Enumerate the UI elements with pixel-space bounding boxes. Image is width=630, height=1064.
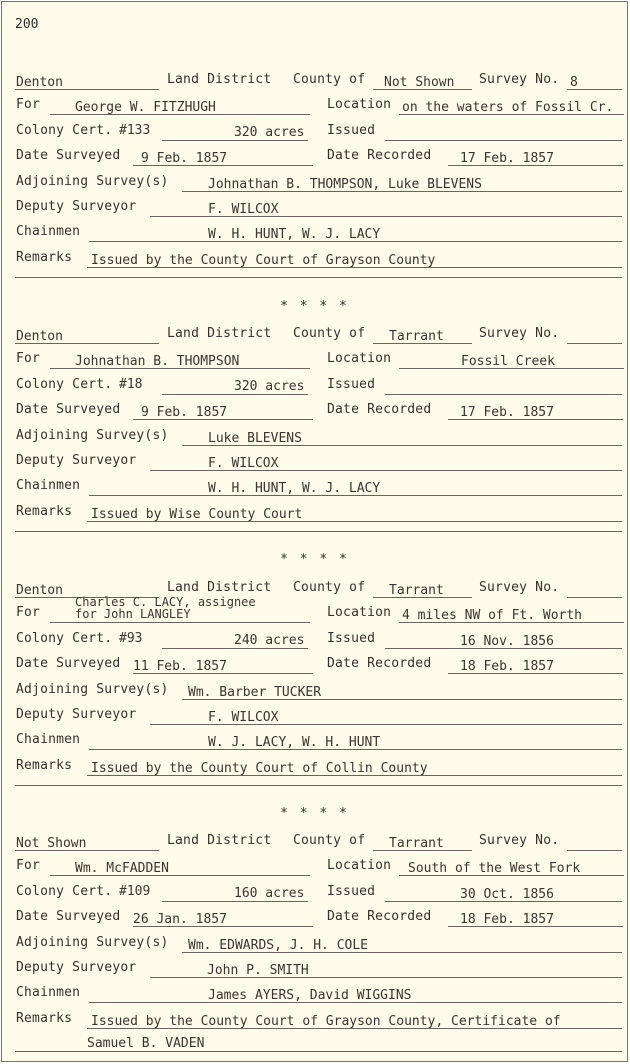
field-label-survey_no: Survey No. [479, 326, 560, 341]
deputy-surveyor-value: F. WILCOX [208, 456, 279, 471]
survey-number-value: 8 [570, 75, 578, 90]
remarks-value: Issued by the County Court of Grayson County, Certificate of [91, 1013, 561, 1029]
field-label-issued: Issued [327, 883, 376, 899]
location-line [399, 875, 624, 876]
field-label-chainmen: Chainmen [16, 224, 81, 240]
survey-number-line [567, 850, 622, 851]
record-separator: * * * * [280, 806, 349, 821]
acreage-line [162, 648, 308, 649]
certificate-number-value: #133 [119, 122, 151, 138]
county-line [373, 850, 472, 851]
county-line [373, 597, 472, 598]
remarks-value: Issued by Wise County Court [91, 506, 303, 522]
acreage-line [162, 901, 308, 902]
certificate-number-value: #93 [119, 630, 143, 646]
district-line [15, 89, 159, 90]
issued-line [385, 901, 622, 902]
field-label-chainmen: Chainmen [16, 732, 81, 748]
county-value: Tarrant [389, 329, 444, 344]
acreage-value: 320 acres [234, 124, 305, 140]
field-label-land_district: Land District [167, 326, 272, 341]
date-surveyed-line [133, 673, 313, 674]
field-label-adjoining: Adjoining Survey(s) [16, 173, 169, 189]
adjoining-line [182, 699, 622, 700]
document-page [1, 1, 628, 1062]
date-recorded-line [448, 419, 623, 420]
adjoining-line [182, 952, 622, 953]
field-label-county_of: County of [293, 72, 366, 87]
field-label-adjoining: Adjoining Survey(s) [16, 427, 169, 443]
deputy-surveyor-value: F. WILCOX [208, 710, 279, 725]
district-line [15, 850, 159, 851]
adjoining-surveys-value: Luke BLEVENS [208, 430, 302, 446]
location-value: 4 miles NW of Ft. Worth [402, 608, 583, 624]
deputy-line [150, 724, 622, 725]
location-line [399, 622, 624, 623]
field-label-survey_no: Survey No. [479, 580, 560, 595]
date-surveyed-value: 9 Feb. 1857 [141, 151, 228, 167]
field-label-county_of: County of [293, 833, 366, 848]
survey-number-line [567, 597, 622, 598]
chainmen-value: W. H. HUNT, W. J. LACY [208, 227, 381, 243]
acreage-value: 320 acres [234, 378, 305, 394]
field-label-chainmen: Chainmen [16, 985, 81, 1001]
location-line [399, 368, 624, 369]
remarks-value: Issued by the County Court of Collin County [91, 760, 428, 776]
adjoining-line [182, 191, 622, 192]
grantee-line [50, 114, 310, 115]
remarks-line [87, 1028, 622, 1029]
remarks-continuation-line [15, 277, 622, 278]
issued-date-value: 30 Oct. 1856 [460, 886, 554, 902]
field-label-date_recorded: Date Recorded [327, 148, 432, 164]
field-label-remarks: Remarks [16, 1010, 73, 1026]
issued-line [385, 648, 622, 649]
field-label-land_district: Land District [167, 833, 272, 848]
field-label-remarks: Remarks [16, 503, 73, 519]
field-label-land_district: Land District [167, 580, 272, 595]
grantee-value: Johnathan B. THOMPSON [75, 354, 240, 370]
field-label-location: Location [327, 858, 392, 874]
county-line [373, 343, 472, 344]
field-label-for: For [16, 351, 41, 367]
date-recorded-value: 17 Feb. 1857 [460, 405, 554, 421]
issued-line [385, 394, 622, 395]
field-label-chainmen: Chainmen [16, 478, 81, 494]
field-label-colony_cert: Colony Cert. [16, 376, 113, 392]
date-surveyed-value: 26 Jan. 1857 [133, 912, 227, 928]
chainmen-line [89, 749, 622, 750]
field-label-survey_no: Survey No. [479, 833, 560, 848]
deputy-surveyor-value: John P. SMITH [207, 963, 309, 978]
date-surveyed-line [133, 165, 313, 166]
date-surveyed-value: 9 Feb. 1857 [141, 405, 228, 421]
remarks-line [87, 775, 622, 776]
field-label-for: For [16, 858, 41, 874]
field-label-county_of: County of [293, 580, 366, 595]
chainmen-value: W. H. HUNT, W. J. LACY [208, 481, 381, 497]
county-value: Tarrant [389, 836, 444, 851]
field-label-issued: Issued [327, 376, 376, 392]
field-label-remarks: Remarks [16, 757, 73, 773]
field-label-date_surveyed: Date Surveyed [16, 402, 121, 418]
field-label-colony_cert: Colony Cert. [16, 883, 113, 899]
certificate-number-value: #109 [119, 883, 151, 899]
field-label-deputy: Deputy Surveyor [16, 199, 137, 214]
district-value: Denton [16, 329, 63, 344]
remarks-value: Issued by the County Court of Grayson County [91, 252, 436, 268]
deputy-line [150, 977, 622, 978]
issued-line [385, 140, 622, 141]
adjoining-surveys-value: Johnathan B. THOMPSON, Luke BLEVENS [208, 176, 482, 192]
remarks-continuation-line [15, 785, 622, 786]
deputy-line [150, 470, 622, 471]
field-label-location: Location [327, 351, 392, 367]
remarks-continuation-value: Samuel B. VADEN [87, 1036, 205, 1052]
date-surveyed-value: 11 Feb. 1857 [133, 659, 227, 675]
location-value: Fossil Creek [461, 354, 555, 370]
county-line [373, 89, 472, 90]
field-label-date_surveyed: Date Surveyed [16, 909, 121, 925]
record-separator: * * * * [280, 552, 349, 567]
page-number: 200 [15, 17, 39, 32]
location-value: South of the West Fork [408, 861, 581, 877]
date-recorded-value: 18 Feb. 1857 [460, 659, 554, 675]
deputy-line [150, 216, 622, 217]
field-label-issued: Issued [327, 122, 376, 138]
remarks-continuation-line [15, 1051, 622, 1052]
district-value: Denton [16, 583, 63, 598]
chainmen-value: James AYERS, David WIGGINS [208, 988, 412, 1004]
field-label-location: Location [327, 97, 392, 113]
acreage-value: 160 acres [234, 885, 305, 901]
field-label-deputy: Deputy Surveyor [16, 453, 137, 468]
location-line [399, 114, 624, 115]
field-label-issued: Issued [327, 630, 376, 646]
field-label-date_surveyed: Date Surveyed [16, 148, 121, 164]
date-recorded-line [448, 165, 623, 166]
field-label-adjoining: Adjoining Survey(s) [16, 681, 169, 697]
adjoining-surveys-value: Wm. EDWARDS, J. H. COLE [188, 937, 369, 953]
location-value: on the waters of Fossil Cr. [402, 100, 614, 116]
date-recorded-line [448, 926, 623, 927]
chainmen-value: W. J. LACY, W. H. HUNT [208, 735, 381, 751]
deputy-surveyor-value: F. WILCOX [208, 202, 279, 217]
field-label-date_recorded: Date Recorded [327, 909, 432, 925]
remarks-line [87, 521, 622, 522]
field-label-colony_cert: Colony Cert. [16, 630, 113, 646]
field-label-date_surveyed: Date Surveyed [16, 656, 121, 672]
chainmen-line [89, 1002, 622, 1003]
field-label-location: Location [327, 605, 392, 621]
acreage-line [162, 394, 308, 395]
chainmen-line [89, 241, 622, 242]
grantee-value: George W. FITZHUGH [75, 100, 216, 116]
field-label-county_of: County of [293, 326, 366, 341]
acreage-line [162, 140, 308, 141]
survey-number-line [567, 89, 622, 90]
date-recorded-line [448, 673, 623, 674]
date-recorded-value: 18 Feb. 1857 [460, 912, 554, 928]
remarks-continuation-line [15, 531, 622, 532]
grantee-line [50, 875, 310, 876]
grantee-value-line1: Charles C. LACY, assignee [75, 595, 256, 610]
grantee-value: Wm. McFADDEN [75, 861, 169, 877]
field-label-date_recorded: Date Recorded [327, 656, 432, 672]
grantee-line [50, 622, 310, 623]
remarks-line [87, 267, 622, 268]
field-label-deputy: Deputy Surveyor [16, 707, 137, 722]
survey-number-line [567, 343, 622, 344]
record-separator: * * * * [280, 299, 349, 314]
acreage-value: 240 acres [234, 632, 305, 648]
field-label-colony_cert: Colony Cert. [16, 122, 113, 138]
field-label-for: For [16, 97, 41, 113]
grantee-line [50, 368, 310, 369]
district-line [15, 343, 159, 344]
chainmen-line [89, 495, 622, 496]
grantee-value: for John LANGLEY [75, 607, 191, 622]
field-label-remarks: Remarks [16, 249, 73, 265]
field-label-date_recorded: Date Recorded [327, 402, 432, 418]
district-value: Denton [16, 75, 63, 90]
certificate-number-value: #18 [119, 376, 143, 392]
field-label-survey_no: Survey No. [479, 72, 560, 87]
adjoining-surveys-value: Wm. Barber TUCKER [188, 684, 322, 700]
field-label-for: For [16, 605, 41, 621]
county-value: Tarrant [389, 583, 444, 598]
date-surveyed-line [133, 926, 313, 927]
adjoining-line [182, 445, 622, 446]
field-label-deputy: Deputy Surveyor [16, 960, 137, 975]
field-label-land_district: Land District [167, 72, 272, 87]
field-label-adjoining: Adjoining Survey(s) [16, 934, 169, 950]
issued-date-value: 16 Nov. 1856 [460, 633, 554, 649]
date-recorded-value: 17 Feb. 1857 [460, 151, 554, 167]
date-surveyed-line [133, 419, 313, 420]
district-value: Not Shown [16, 836, 87, 851]
county-value: Not Shown [384, 75, 455, 90]
